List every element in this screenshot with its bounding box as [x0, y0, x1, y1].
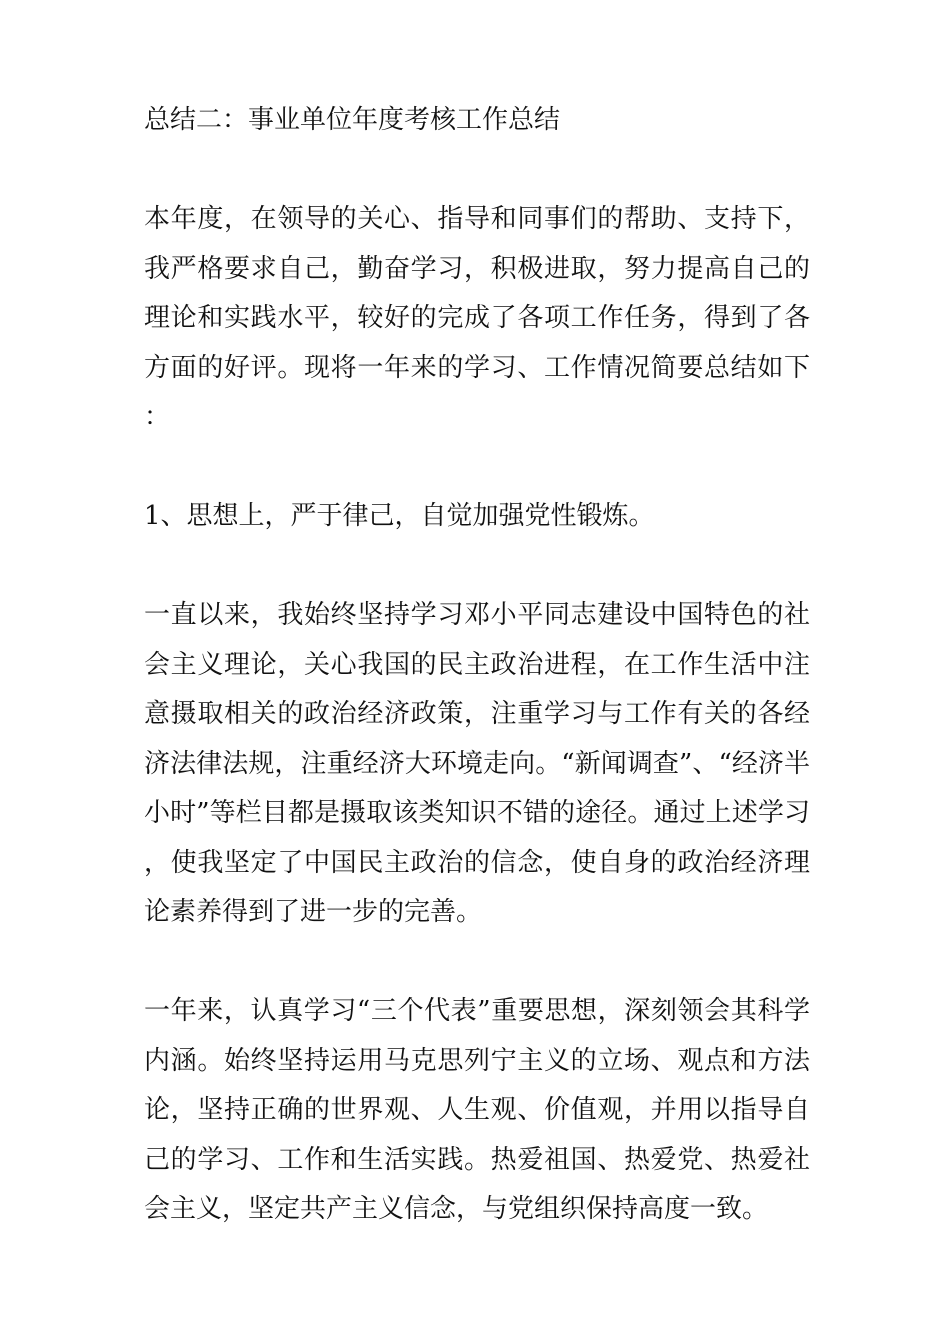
paragraph-gap	[144, 938, 810, 988]
paragraph-gap	[144, 443, 810, 493]
section-heading-1: 1、思想上，严于律己，自觉加强党性锻炼。	[144, 501, 655, 531]
document-body	[144, 96, 810, 1235]
paragraph-intro: 本年度，在领导的关心、指导和同事们的帮助、支持下，我严格要求自己，勤奋学习，积极进取，努力提高自己的理论和实践水平，较好的完成了各项工作任务，得到了各方面的好评。现将一年来的学习、工作情况简要总结如下：	[144, 204, 810, 432]
paragraph-three-represents: 一年来，认真学习“三个代表”重要思想，深刻领会其科学内涵。始终坚持运用马克思列宁主义的立场、观点和方法论，坚持正确的世界观、人生观、价值观，并用以指导自己的学习、工作和生活实践。热爱祖国、热爱党、热爱社会主义，坚定共产主义信念，与党组织保持高度一致。	[144, 996, 810, 1224]
paragraph-theory-study: 一直以来，我始终坚持学习邓小平同志建设中国特色的社会主义理论，关心我国的民主政治进程，在工作生活中注意摄取相关的政治经济政策，注重学习与工作有关的各经济法律法规，注重经济大环境走向。“新闻调查”、“经济半小时”等栏目都是摄取该类知识不错的途径。通过上述学习，使我坚定了中国民主政治的信念，使自身的政治经济理论素养得到了进一步的完善。	[144, 600, 810, 927]
document-title: 总结二：事业单位年度考核工作总结	[144, 105, 561, 135]
paragraph-gap	[144, 146, 810, 196]
paragraph-gap	[144, 542, 810, 592]
